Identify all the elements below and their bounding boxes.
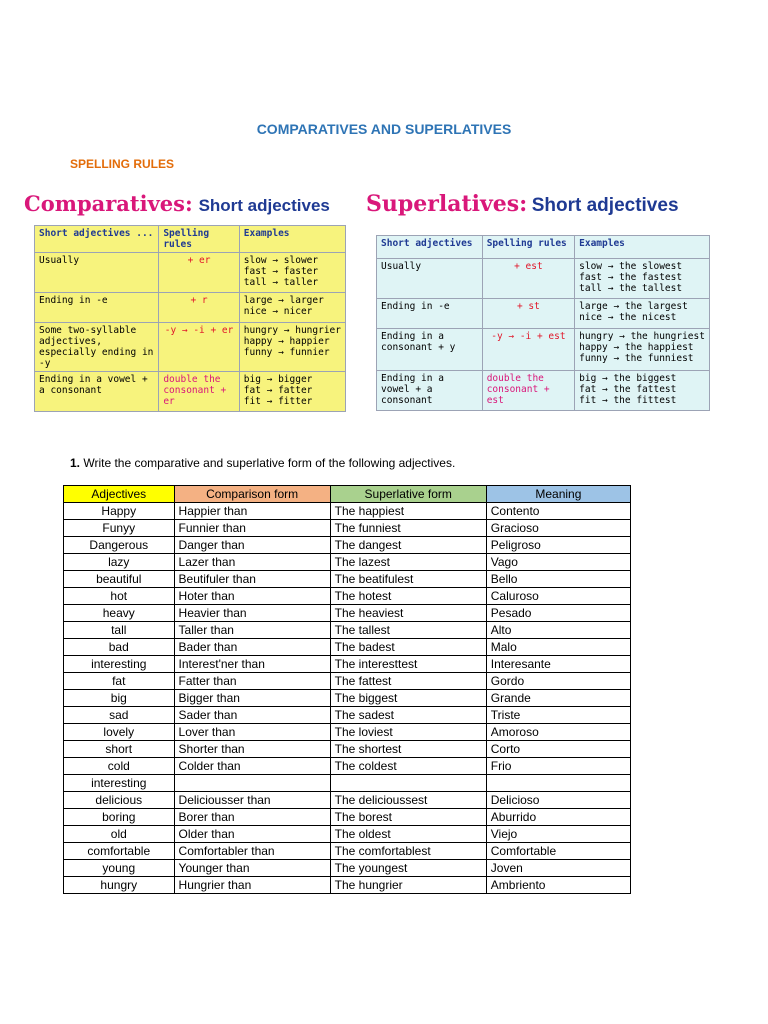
meaning-cell: Viejo [486,826,630,843]
adjective-cell: lazy [64,554,175,571]
table-row [64,826,631,843]
question-text: Write the comparative and superlative form of the following adjectives. [83,456,456,470]
comparatives-heading-b: Short adjectives [198,196,330,215]
adjective-cell: beautiful [64,571,175,588]
comparison-cell: Funnier than [174,520,330,537]
comparison-cell: Taller than [174,622,330,639]
table-row [64,707,631,724]
superlative-cell: The funniest [330,520,486,537]
meaning-cell [486,775,630,792]
comparison-cell: Bigger than [174,690,330,707]
meaning-cell: Pesado [486,605,630,622]
superlative-cell: The dangest [330,537,486,554]
table-row [64,656,631,673]
superlative-cell: The heaviest [330,605,486,622]
superlative-cell: The hotest [330,588,486,605]
table-row [64,792,631,809]
superlative-cell [330,775,486,792]
comparison-cell: Heavier than [174,605,330,622]
table-row [64,775,631,792]
cmp-header-3: Examples [239,226,345,253]
superlative-cell: The beatifulest [330,571,486,588]
header-comparison: Comparison form [174,486,330,503]
comparison-cell: Interest'ner than [174,656,330,673]
comparison-cell: Comfortabler than [174,843,330,860]
cmp-spelling: + r [159,293,239,323]
table-row [64,605,631,622]
adjective-cell: Funyy [64,520,175,537]
sup-examples [575,259,710,299]
meaning-cell: Malo [486,639,630,656]
sup-example: funny → the funniest [579,353,694,364]
superlative-cell: The biggest [330,690,486,707]
cmp-example: happy → happier [243,336,330,347]
sup-example: hungry → the hungriest [579,331,705,342]
sup-example: large → the largest [579,301,688,312]
meaning-cell: Grande [486,690,630,707]
sup-spelling: + est [482,259,574,299]
superlatives-rules-table [376,235,710,411]
sup-rule: Ending in -e [377,299,483,329]
comparison-cell: Danger than [174,537,330,554]
comparison-cell: Lover than [174,724,330,741]
comparatives-chart-image [24,191,346,409]
comparatives-rules-table [34,225,346,412]
adjective-cell: old [64,826,175,843]
meaning-cell: Alto [486,622,630,639]
meaning-cell: Joven [486,860,630,877]
adjective-cell: hungry [64,877,175,894]
superlative-cell: The youngest [330,860,486,877]
section-subtitle: SPELLING RULES [70,157,175,171]
superlatives-chart-image [366,191,712,419]
table-row [64,588,631,605]
table-row [64,673,631,690]
adjective-cell: bad [64,639,175,656]
header-superlative: Superlative form [330,486,486,503]
meaning-cell: Corto [486,741,630,758]
table-row [64,843,631,860]
adjective-cell: fat [64,673,175,690]
table-row [64,639,631,656]
cmp-spelling: + er [159,253,239,293]
cmp-example: fit → fitter [243,396,313,407]
superlatives-heading-b: Short adjectives [531,195,679,216]
table-row [64,860,631,877]
cmp-example: large → larger [243,295,324,306]
cmp-spelling: double the consonant + er [159,372,239,412]
cmp-rule: Usually [35,253,159,293]
comparison-cell: Shorter than [174,741,330,758]
comparison-cell: Lazer than [174,554,330,571]
meaning-cell: Aburrido [486,809,630,826]
sup-example: slow → the slowest [579,261,683,272]
sup-rule: Ending in a vowel + a consonant [377,371,483,411]
superlative-cell: The badest [330,639,486,656]
sup-examples [575,299,710,329]
cmp-example: big → bigger [243,374,313,385]
adjective-cell: cold [64,758,175,775]
adjective-cell: interesting [64,775,175,792]
sup-spelling: + st [482,299,574,329]
meaning-cell: Triste [486,707,630,724]
comparison-cell: Hungrier than [174,877,330,894]
table-row [64,554,631,571]
cmp-example: nice → nicer [243,306,313,317]
cmp-example: tall → taller [243,277,319,288]
sup-example: tall → the tallest [579,283,683,294]
sup-header-1: Short adjectives [377,236,483,259]
adjective-cell: short [64,741,175,758]
cmp-header-1: Short adjectives ... [35,226,159,253]
comparison-cell: Older than [174,826,330,843]
meaning-cell: Interesante [486,656,630,673]
table-row [64,758,631,775]
comparison-cell: Bader than [174,639,330,656]
meaning-cell: Gordo [486,673,630,690]
table-row [64,809,631,826]
sup-example: fit → the fittest [579,395,677,406]
page-title: COMPARATIVES AND SUPERLATIVES [256,121,512,137]
adjective-cell: lovely [64,724,175,741]
sup-header-3: Examples [575,236,710,259]
sup-examples [575,371,710,411]
table-row [64,622,631,639]
comparison-cell: Deliciousser than [174,792,330,809]
adjective-cell: heavy [64,605,175,622]
comparison-cell: Borer than [174,809,330,826]
superlative-cell: The happiest [330,503,486,520]
cmp-examples [239,293,345,323]
sup-rule: Usually [377,259,483,299]
meaning-cell: Contento [486,503,630,520]
exercise-instruction [70,456,455,470]
superlative-cell: The oldest [330,826,486,843]
sup-example: happy → the happiest [579,342,694,353]
cmp-example: fast → faster [243,266,319,277]
superlative-cell: The loviest [330,724,486,741]
adjective-cell: Happy [64,503,175,520]
header-adjectives: Adjectives [64,486,175,503]
meaning-cell: Gracioso [486,520,630,537]
table-row [64,520,631,537]
table-header-row [64,486,631,503]
cmp-examples [239,323,345,372]
cmp-rule: Ending in a vowel + a consonant [35,372,159,412]
adjective-cell: hot [64,588,175,605]
superlative-cell: The tallest [330,622,486,639]
sup-example: big → the biggest [579,373,677,384]
superlative-cell: The fattest [330,673,486,690]
superlative-cell: The sadest [330,707,486,724]
cmp-example: fat → fatter [243,385,313,396]
sup-header-2: Spelling rules [482,236,574,259]
cmp-examples [239,253,345,293]
sup-examples [575,329,710,371]
meaning-cell: Ambriento [486,877,630,894]
comparison-cell: Beutifuler than [174,571,330,588]
adjective-cell: comfortable [64,843,175,860]
cmp-examples [239,372,345,412]
adjective-cell: delicious [64,792,175,809]
adjective-cell: interesting [64,656,175,673]
sup-spelling: double the consonant + est [482,371,574,411]
comparatives-heading-a: Comparatives: [24,191,193,216]
adjective-cell: tall [64,622,175,639]
comparison-cell: Fatter than [174,673,330,690]
comparison-cell: Happier than [174,503,330,520]
cmp-header-2: Spelling rules [159,226,239,253]
cmp-example: hungry → hungrier [243,325,341,336]
table-row [64,741,631,758]
superlatives-heading [366,191,712,225]
superlative-cell: The lazest [330,554,486,571]
comparison-cell: Younger than [174,860,330,877]
cmp-rule: Some two-syllable adjectives, especially ending in -y [35,323,159,372]
superlative-cell: The comfortablest [330,843,486,860]
sup-example: fat → the fattest [579,384,677,395]
adjective-cell: young [64,860,175,877]
table-row [64,724,631,741]
cmp-spelling: -y → -i + er [159,323,239,372]
meaning-cell: Caluroso [486,588,630,605]
cmp-rule: Ending in -e [35,293,159,323]
table-row [64,503,631,520]
meaning-cell: Amoroso [486,724,630,741]
table-row [64,877,631,894]
superlative-cell: The interesttest [330,656,486,673]
sup-rule: Ending in a consonant + y [377,329,483,371]
table-row [64,537,631,554]
table-row [64,571,631,588]
cmp-example: funny → funnier [243,347,330,358]
superlative-cell: The coldest [330,758,486,775]
superlative-cell: The hungrier [330,877,486,894]
sup-example: nice → the nicest [579,312,677,323]
meaning-cell: Frio [486,758,630,775]
adjective-cell: sad [64,707,175,724]
comparison-cell [174,775,330,792]
adjectives-table [63,485,631,894]
comparatives-heading [24,191,346,223]
adjective-cell: big [64,690,175,707]
table-row [64,690,631,707]
superlative-cell: The borest [330,809,486,826]
comparison-cell: Colder than [174,758,330,775]
adjective-cell: boring [64,809,175,826]
meaning-cell: Delicioso [486,792,630,809]
cmp-example: slow → slower [243,255,319,266]
meaning-cell: Comfortable [486,843,630,860]
sup-spelling: -y → -i + est [482,329,574,371]
superlatives-heading-a: Superlatives: [366,191,528,217]
comparison-cell: Sader than [174,707,330,724]
meaning-cell: Bello [486,571,630,588]
meaning-cell: Vago [486,554,630,571]
question-number: 1. [70,456,81,470]
superlative-cell: The delicioussest [330,792,486,809]
meaning-cell: Peligroso [486,537,630,554]
superlative-cell: The shortest [330,741,486,758]
comparison-cell: Hoter than [174,588,330,605]
header-meaning: Meaning [486,486,630,503]
adjective-cell: Dangerous [64,537,175,554]
sup-example: fast → the fastest [579,272,683,283]
